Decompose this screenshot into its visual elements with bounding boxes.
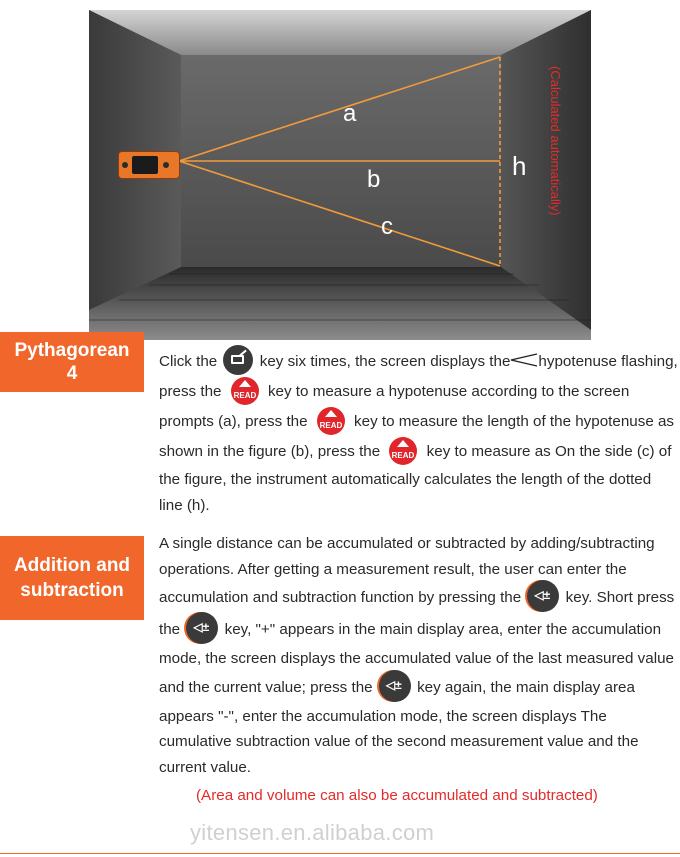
device-screen [132,156,158,174]
read-key-label: READ [319,421,343,430]
text: key to measure the length of the hypotenuse as shown in the figure (b), press the [159,413,675,461]
text: key to measure a hypotenuse according to the screen prompts (a), press the [159,383,630,431]
triangle-icon [510,353,538,367]
plus-minus-key-label: ◁± [385,677,402,692]
label-b: b [367,166,381,193]
bottom-divider [0,853,680,854]
section-tag-pythagorean [0,332,144,392]
room-illustration [89,10,591,340]
read-key-icon [228,376,262,406]
accumulation-note: (Area and volume can also be accumulated and subtracted) [196,787,598,804]
text: Click the [159,353,218,371]
device-button-icon [163,162,169,168]
section-tag-addition-subtraction [0,536,144,620]
mode-key-icon [223,345,253,375]
read-key-icon [314,406,348,436]
text: key again, the main display area appears "-", enter the accumulation mode, the screen displays The cumulative subtraction value of the second measurement value and the current value. [159,678,639,776]
plus-minus-key-label: ◁± [534,588,551,602]
plus-minus-key-icon [186,612,218,644]
plus-minus-key-icon [379,670,411,702]
watermark: yitensen.en.alibaba.com [190,820,435,845]
text: hypotenuse flashing, press the [159,353,678,401]
plus-minus-key-icon [527,580,559,612]
laser-rangefinder-device [118,151,180,179]
read-key-label: READ [392,451,415,460]
tag-line-1: Pythagorean [14,340,130,361]
calculated-note: (Calculated automatically) [548,66,563,216]
tag-line-2: 4 [66,363,78,384]
text: key six times, the screen displays the [259,353,511,371]
label-a: a [343,100,357,127]
label-c: c [381,213,393,240]
text: key, "+" appears in the main display area, enter the accumulation mode, the screen displays the accumulated value of the last measured value and the current value; press the [159,621,674,696]
read-key-label: READ [233,391,257,400]
device-button-icon [122,162,128,168]
tag-label: Addition and subtraction [13,555,131,601]
addition-subtraction-description [159,531,679,780]
pythagorean-description [159,347,679,518]
text: key. Short press the [159,589,675,639]
text: key to measure as On the side (c) of the figure, the instrument automatically calculates the length of the dotted line (h). [159,443,672,514]
read-key-icon [386,436,420,466]
text: A single distance can be accumulated or subtracted by adding/subtracting operations. After getting a measurement result, the user can enter the accumulation and subtraction function by pressing the [159,535,655,607]
label-h: h [512,151,527,181]
plus-minus-key-label: ◁± [193,620,210,634]
